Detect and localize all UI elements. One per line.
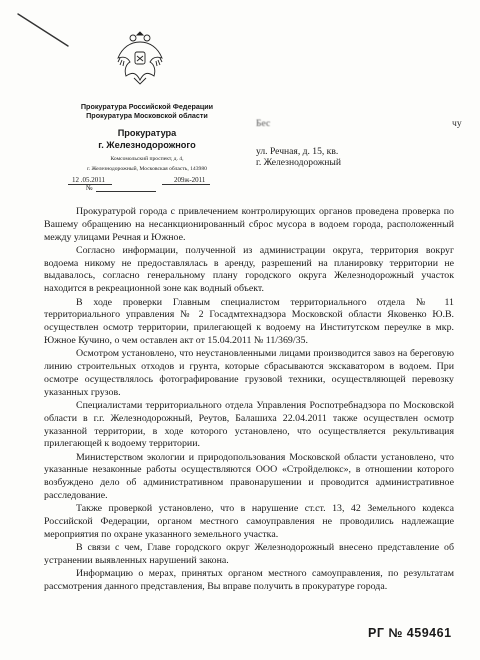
office-name: Прокуратура <box>117 128 177 138</box>
body-paragraph: Специалистами территориального отдела Управления Роспотребнадзора по Московской области в г.г. Железнодорожный, Реутов, Балашиха 22.04.2011 также осуществлен осмотр указанной территории, в ходе которого установлено, что осуществляется рекультивация прилегающей к водоему территории. <box>44 399 454 450</box>
office-address-street: Комсомольский проспект, д. 4, <box>110 156 184 162</box>
org-line-federation: Прокуратура Российской Федерации <box>80 102 214 111</box>
registration-number: РГ № 459461 <box>368 626 452 640</box>
recipient-name-tail: чу <box>452 118 462 129</box>
recipient-name: Бес <box>256 118 271 129</box>
letter-date: 12 .05.2011 <box>72 176 105 184</box>
body-paragraph: Информацию о мерах, принятых органом местного самоуправления, по результатам рассмотрения данного представления, Вы вправе получить в прокуратуре города. <box>44 568 454 593</box>
coat-of-arms-emblem-icon <box>114 28 166 88</box>
letter-number: 209ж-2011 <box>174 176 206 184</box>
letter-body <box>44 206 454 594</box>
number-underline <box>96 191 156 192</box>
number-sign: № <box>86 184 93 192</box>
recipient-street: ул. Речная, д. 15, кв. <box>256 146 339 157</box>
body-paragraph: Согласно информации, полученной из администрации округа, территория вокруг водоема никому не предоставлялась в аренду, разрешений на планировку территории не выдавалось, согласно генеральному плану городского округа Железнодорожный участок находится в рекреационной зоне как водный объект. <box>44 244 454 295</box>
org-line-region: Прокуратура Московской области <box>86 111 208 120</box>
office-city: г. Железнодорожного <box>98 140 196 150</box>
office-address-city: г. Железнодорожный, Московская область, 143980 <box>87 166 207 172</box>
body-paragraph: Министерством экологии и природопользования Московской области установлено, что указанные незаконные работы осуществляются ООО «Стройделюкс», в отношении которого возбуждено дело об административном правонарушении и проводится административное расследование. <box>44 451 454 502</box>
body-paragraph: Осмотром установлено, что неустановленными лицами производится завоз на береговую линию строительных отходов и грунта, которые сбрасываются экскаватором в водоем. При осмотре осуществлялось фотографирование грузовой техники, осуществляющей перевозку указанных грузов. <box>44 348 454 398</box>
body-paragraph: Прокуратурой города с привлечением контролирующих органов проведена проверка по Вашему обращению на несанкционированный сброс мусора в водоем города, расположенный между улицами Речная и Южное. <box>44 206 454 243</box>
body-paragraph: Также проверкой установлено, что в нарушение ст.ст. 13, 42 Земельного кодекса Российской Федерации, органом местного самоуправления не проводились надлежащие мероприятия по охране указанного земельного участка. <box>44 503 454 540</box>
body-paragraph: В связи с чем, Главе городского округ Железнодорожный внесено представление об устранении выявленных нарушений закона. <box>44 542 454 567</box>
pen-stroke-mark <box>14 10 74 50</box>
recipient-city: г. Железнодорожный <box>256 157 341 168</box>
body-paragraph: В ходе проверки Главным специалистом территориального отдела № 11 территориального управления № 2 Госадмтехнадзора Московской области Яковенко Ю.В. осуществлен осмотр территории, прилегающей к водоему на Институтском переулке в мкр. Южное Кучино, о чем оставлен акт от 15.04.2011 № 11/369/35. <box>44 296 454 346</box>
